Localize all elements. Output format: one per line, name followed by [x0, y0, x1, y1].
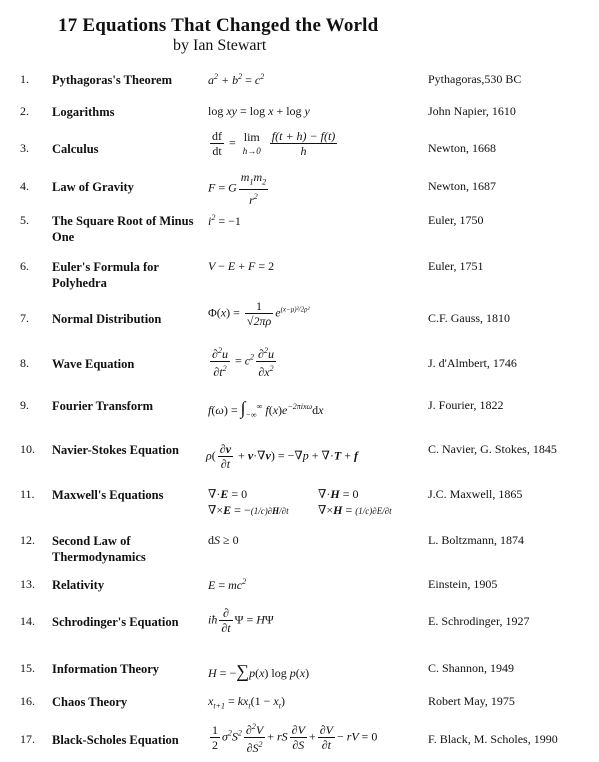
row-number: 11.: [20, 487, 35, 501]
row-number: 13.: [20, 577, 35, 591]
equation-formula: V − E + F = 2: [208, 259, 275, 273]
equation-credit: J.C. Maxwell, 1865: [428, 487, 523, 501]
row-number: 14.: [20, 614, 35, 628]
row-number: 8.: [20, 356, 29, 370]
equation-name: Pythagoras's Theorem: [52, 73, 173, 87]
row-number: 16.: [20, 694, 35, 708]
equation-formula: $f(\omega) = \int_{-\infty}^\infty$ $f(x)e^{-2\pi ix\omega}dx$: [208, 398, 324, 420]
equation-credit: Einstein, 1905: [428, 577, 498, 591]
row-number: 17.: [20, 732, 35, 746]
equation-credit: F. Black, M. Scholes, 1990: [428, 732, 558, 746]
row-number: 12.: [20, 533, 35, 547]
equation-formula: log xy = log x + log y: [208, 104, 310, 118]
equation-formula: F = G $\frac{m_1m_2}{r^2}$: [208, 170, 267, 208]
page-title: 17 Equations That Changed the World: [58, 15, 379, 36]
equation-name: Fourier Transform: [52, 399, 154, 413]
equation-credit: John Napier, 1610: [428, 104, 516, 118]
row-number: 7.: [20, 311, 29, 325]
equation-credit: C. Navier, G. Stokes, 1845: [428, 442, 557, 456]
equation-name: Law of Gravity: [52, 180, 134, 194]
equation-credit: E. Schrodinger, 1927: [428, 614, 530, 628]
equation-formula: ∇·H = 0: [318, 487, 359, 501]
equation-name: Logarithms: [52, 105, 115, 119]
equation-credit: J. d'Almbert, 1746: [428, 356, 517, 370]
equation-formula: $x_{t+1} = kx_t(1 - x_t)$: [208, 694, 285, 711]
equation-name: Normal Distribution: [52, 312, 162, 326]
equation-name: Euler's Formula for Polyhedra: [52, 260, 159, 290]
equation-name: The Square Root of Minus One: [52, 214, 194, 244]
equation-formula: ∇×H = (1/c)∂E/∂t: [318, 503, 392, 517]
equation-credit: Newton, 1668: [428, 141, 496, 155]
equation-name: Calculus: [52, 142, 99, 156]
equation-formula: $E = mc^2$: [208, 577, 247, 592]
equation-formula: iħ $\frac{\partial}{\partial t}$ Ψ = HΨ: [208, 606, 274, 635]
equation-credit: Robert May, 1975: [428, 694, 515, 708]
equation-credit: C. Shannon, 1949: [428, 661, 515, 675]
row-number: 9.: [20, 398, 29, 412]
equation-name: Chaos Theory: [52, 695, 128, 709]
equation-formula: H = −∑p(x) log p(x): [208, 661, 310, 681]
equation-name: Navier-Stokes Equation: [52, 443, 179, 457]
page-subtitle: by Ian Stewart: [173, 37, 267, 54]
equation-credit: J. Fourier, 1822: [428, 398, 504, 412]
equation-credit: Euler, 1750: [428, 213, 484, 227]
equation-formula: $\frac{\partial^2u}{\partial t^2}$ = $c^2$ $\frac{\partial^2u}{\partial x^2}$: [212, 346, 274, 379]
equation-formula: $\frac{1}{2}$ $\sigma^2S^2$ $\frac{\partial^2V}{\partial S^2}$ + rS $\frac{\partial V}{\partial S}$ + $\frac{\partial V}{\partial t}$ − rV = 0: [212, 722, 378, 755]
row-number: 15.: [20, 661, 35, 675]
row-number: 1.: [20, 72, 29, 86]
equation-name: Maxwell's Equations: [52, 488, 164, 502]
equation-credit: C.F. Gauss, 1810: [428, 311, 511, 325]
equation-name: Schrodinger's Equation: [52, 615, 179, 629]
equation-name: Wave Equation: [52, 357, 135, 371]
equation-formula: $a^2 + b^2 = c^2$: [208, 72, 265, 87]
equation-formula: ∇×E = −(1/c)∂H/∂t: [208, 503, 289, 517]
equation-formula: ρ( $\frac{\partial v}{\partial t}$ + v·∇v) = −∇p + ∇·T + f: [206, 442, 359, 471]
equation-credit: L. Boltzmann, 1874: [428, 533, 524, 547]
equation-name: Information Theory: [52, 662, 160, 676]
equation-credit: Pythagoras,530 BC: [428, 72, 522, 86]
equation-name: Second Law of Thermodynamics: [52, 534, 146, 564]
equation-formula: ∇·E = 0: [208, 487, 248, 501]
row-number: 10.: [20, 442, 35, 456]
equation-formula: $\frac{df}{dt}$ = lim h→0 $\frac{f(t + h) - f(t)}{h}$: [212, 129, 336, 158]
row-number: 4.: [20, 179, 29, 193]
equation-credit: Euler, 1751: [428, 259, 484, 273]
row-number: 2.: [20, 104, 29, 118]
equation-formula: dS ≥ 0: [208, 533, 239, 547]
equation-formula: $i^2 = -1$: [208, 213, 241, 228]
row-number: 3.: [20, 141, 29, 155]
row-number: 5.: [20, 213, 29, 227]
equation-credit: Newton, 1687: [428, 179, 496, 193]
equation-name: Black-Scholes Equation: [52, 733, 179, 747]
equation-name: Relativity: [52, 578, 105, 592]
equation-formula: Φ(x) = $\frac{1}{√2\pi\rho}$ $e^{(x-\mu)^2/2\rho^2}$: [208, 299, 310, 328]
row-number: 6.: [20, 259, 29, 273]
